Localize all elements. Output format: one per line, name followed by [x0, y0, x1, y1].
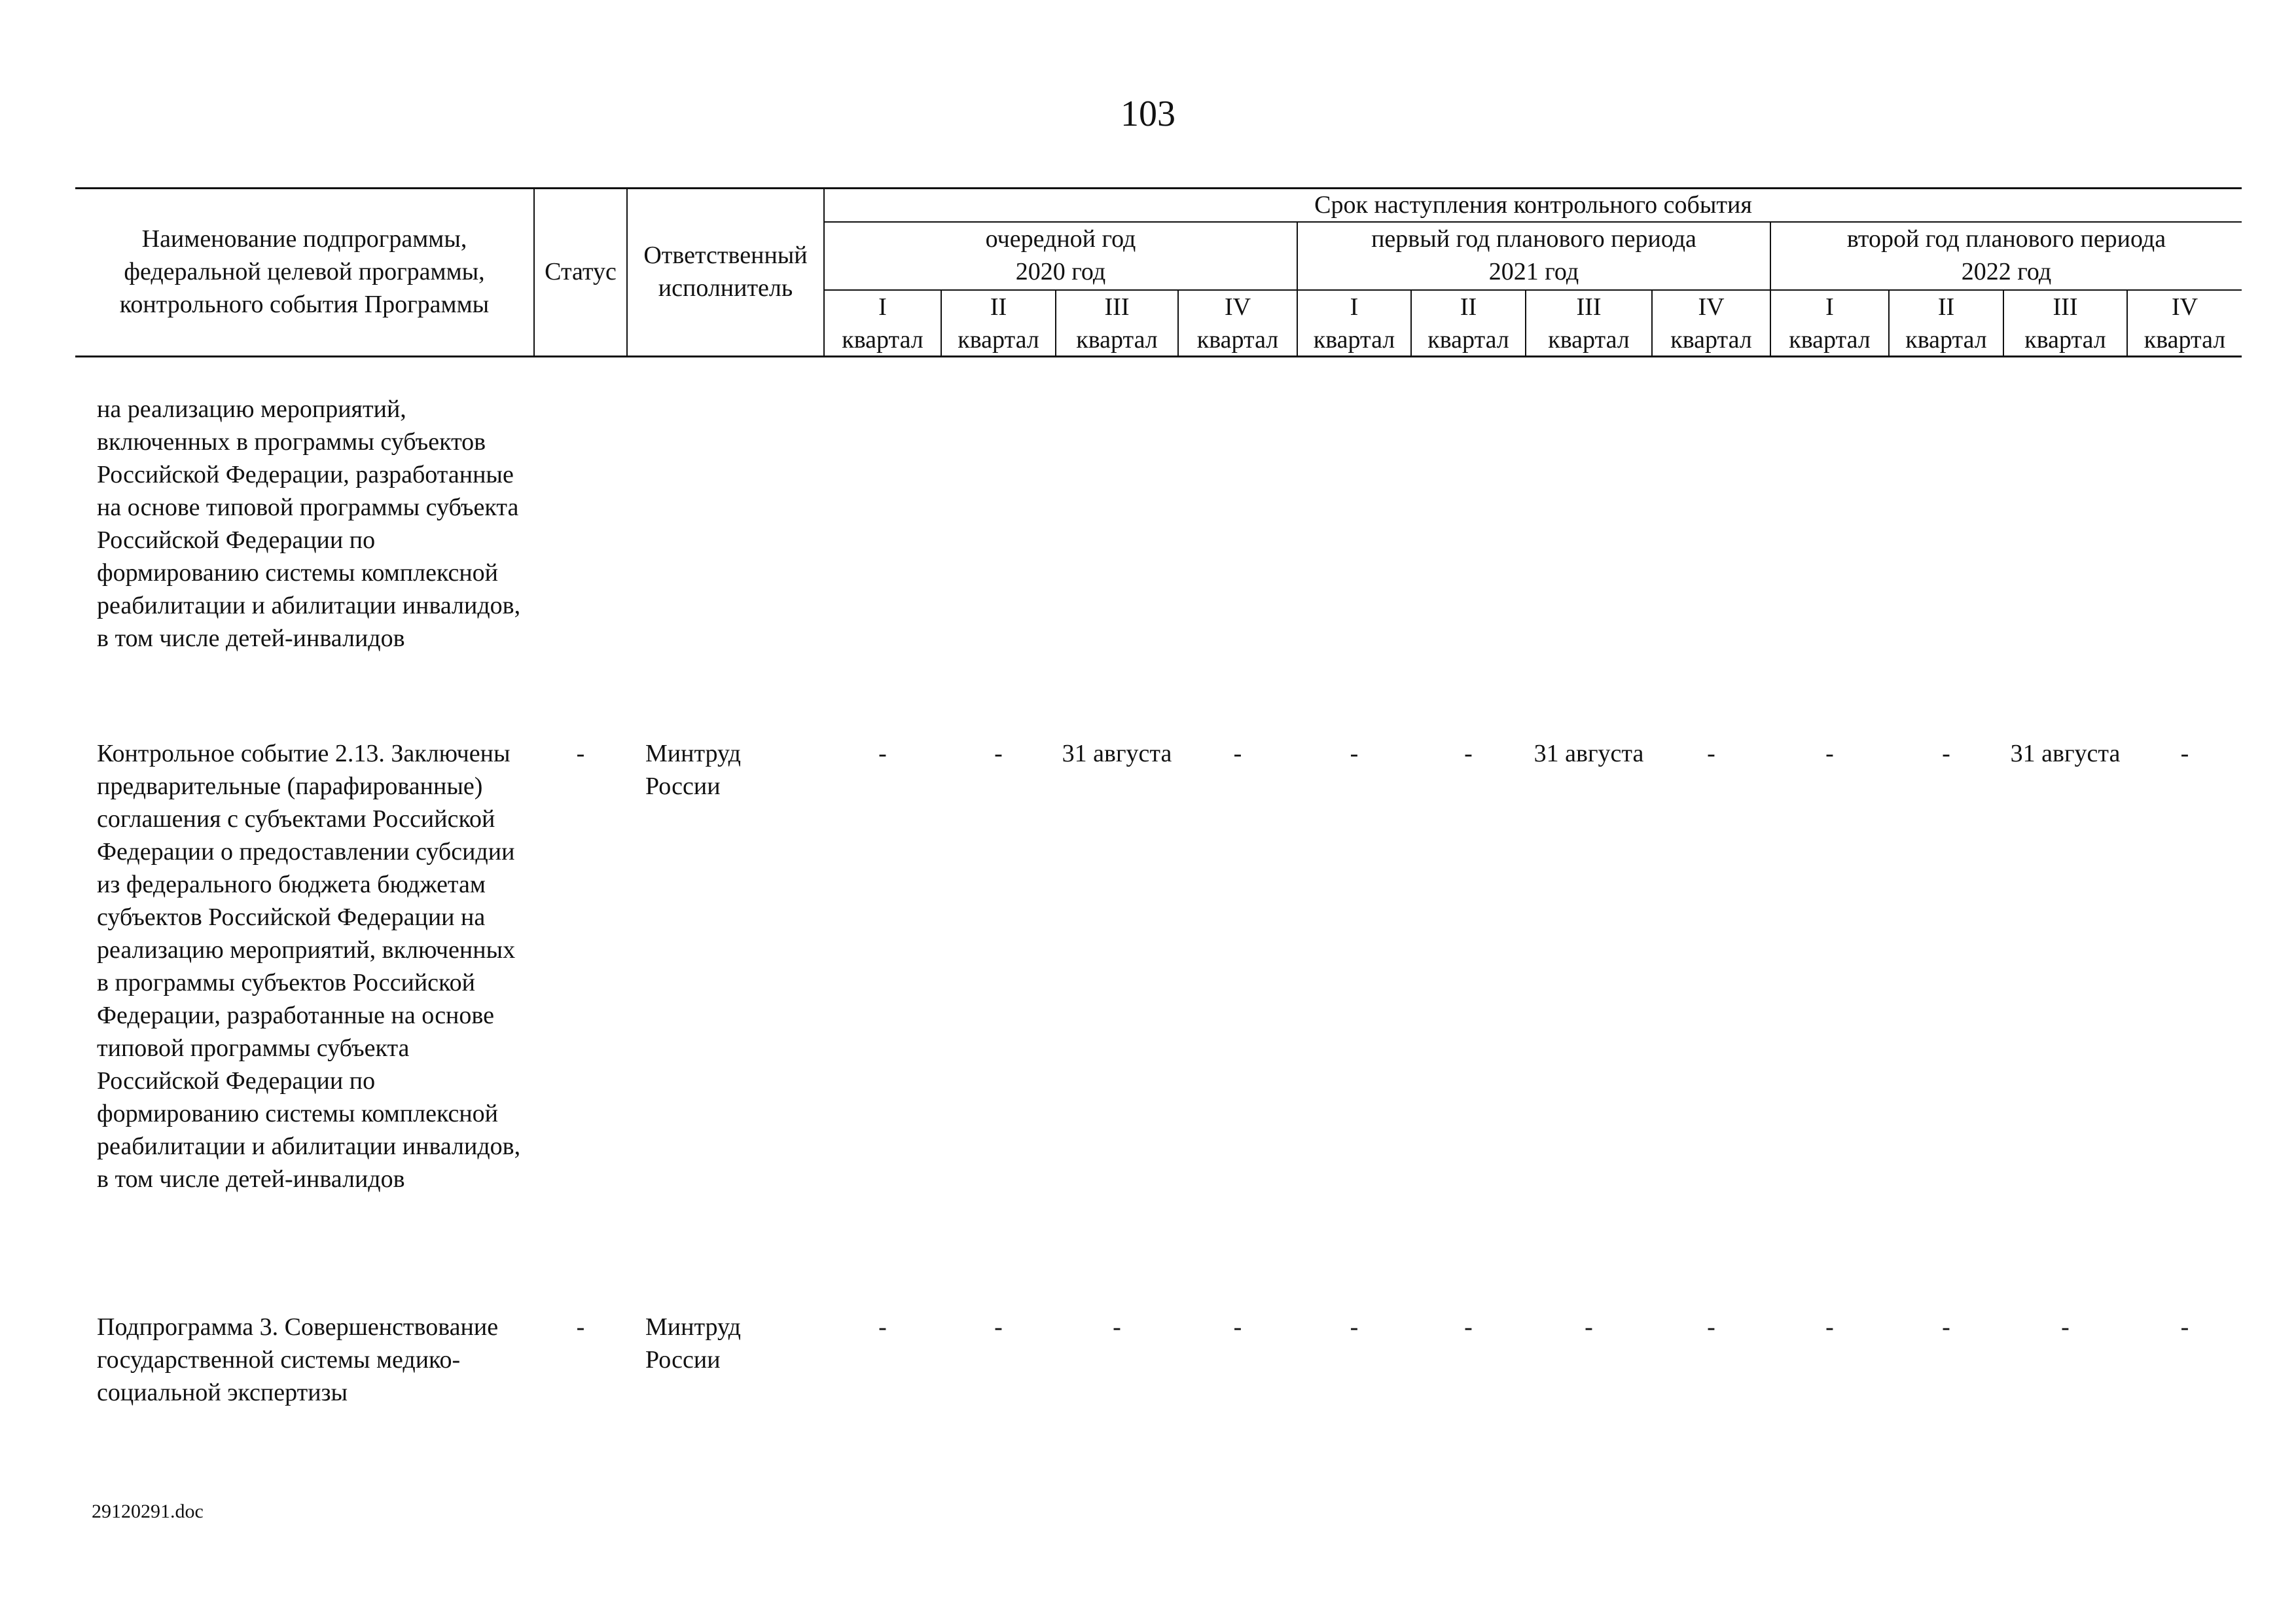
table-cell-responsible: Минтруд России [645, 740, 741, 800]
header-year-label: очередной год [985, 225, 1136, 253]
header-quarter-number: I [1350, 293, 1359, 321]
table-cell-quarter: - [1825, 740, 1834, 767]
header-quarter-word: квартал [1905, 326, 1987, 354]
table-cell-quarter: - [994, 1313, 1003, 1341]
header-quarter-number: I [878, 293, 887, 321]
page-number: 103 [1121, 94, 1175, 134]
table-cell-responsible: Минтруд России [645, 1313, 741, 1374]
header-responsible-column: Ответственный исполнитель [643, 241, 808, 302]
table-cell-quarter: - [2061, 1313, 2070, 1341]
header-quarter-word: квартал [842, 326, 924, 354]
header-quarter-number: II [1460, 293, 1477, 321]
header-status-column: Статус [545, 257, 617, 285]
table-cell-quarter: - [1464, 1313, 1473, 1341]
header-quarter-word: квартал [1427, 326, 1509, 354]
table-cell-quarter: - [878, 1313, 887, 1341]
header-year-label: первый год планового периода [1371, 225, 1696, 253]
table-cell-quarter: - [1350, 740, 1359, 767]
document-filename: 29120291.doc [92, 1501, 204, 1522]
header-quarter-number: IV [2171, 293, 2198, 321]
header-quarter-word: квартал [1548, 326, 1630, 354]
table-cell-quarter: - [1942, 1313, 1950, 1341]
header-quarter-word: квартал [1313, 326, 1395, 354]
header-deadline-group: Срок наступления контрольного события [1314, 191, 1752, 219]
header-quarter-number: IV [1224, 293, 1251, 321]
table-cell-quarter: - [1350, 1313, 1359, 1341]
header-year-value: 2022 год [1961, 258, 2052, 285]
header-quarter-word: квартал [1789, 326, 1871, 354]
header-quarter-word: квартал [2024, 326, 2106, 354]
header-quarter-word: квартал [1670, 326, 1752, 354]
table-cell-quarter: 31 августа [2010, 740, 2121, 767]
table-cell-quarter: - [1233, 1313, 1242, 1341]
table-row-name: Подпрограмма 3. Совершенствование государственной системы медико-социальной экспертизы [97, 1313, 499, 1406]
header-quarter-number: III [1104, 293, 1130, 321]
table-header [75, 187, 2242, 357]
header-year-label: второй год планового периода [1846, 225, 2166, 253]
header-quarter-number: II [990, 293, 1007, 321]
table-cell-quarter: - [1707, 740, 1715, 767]
header-quarter-number: III [2053, 293, 2078, 321]
header-quarter-word: квартал [1196, 326, 1279, 354]
table-cell-quarter: - [2180, 1313, 2189, 1341]
table-cell-quarter: - [1942, 740, 1950, 767]
header-name-column: Наименование подпрограммы, федеральной целевой программы, контрольного события Программы [119, 225, 490, 318]
header-quarter-word: квартал [2144, 326, 2226, 354]
table-row-name: Контрольное событие 2.13. Заключены предварительные (парафированные) соглашения с субъектами Российской Федерации о предоставлении субсидии из федерального бюджета бюджетам субъектов Российской Федерации на реализацию мероприятий, включенных в программы субъектов Российской Федерации, разработанные на основе типовой программы субъекта Российской Федерации по формированию системы комплексной реабилитации и абилитации инвалидов, в том числе детей-инвалидов [97, 740, 521, 1193]
table-cell-quarter: 31 августа [1534, 740, 1644, 767]
header-quarter-number: I [1825, 293, 1834, 321]
table-cell-quarter: - [1233, 740, 1242, 767]
table-cell-quarter: - [1707, 1313, 1715, 1341]
table-cell-quarter: 31 августа [1062, 740, 1172, 767]
table-cell-status: - [576, 1313, 585, 1341]
table-cell-quarter: - [1113, 1313, 1121, 1341]
header-year-value: 2021 год [1488, 258, 1579, 285]
header-quarter-number: II [1937, 293, 1955, 321]
header-year-value: 2020 год [1015, 258, 1106, 285]
table-cell-quarter: - [2180, 740, 2189, 767]
table-cell-quarter: - [1464, 740, 1473, 767]
table-cell-quarter: - [878, 740, 887, 767]
table-row-name: на реализацию мероприятий, включенных в программы субъектов Российской Федерации, разработанные на основе типовой программы субъекта Российской Федерации по формированию системы комплексной реабилитации и абилитации инвалидов, в том числе детей-инвалидов [97, 395, 521, 652]
header-quarter-word: квартал [1076, 326, 1158, 354]
table-cell-quarter: - [994, 740, 1003, 767]
table-cell-quarter: - [1825, 1313, 1834, 1341]
header-quarter-number: IV [1698, 293, 1725, 321]
table-cell-quarter: - [1585, 1313, 1593, 1341]
header-quarter-word: квартал [958, 326, 1039, 354]
header-quarter-number: III [1576, 293, 1602, 321]
table-cell-status: - [576, 740, 585, 767]
